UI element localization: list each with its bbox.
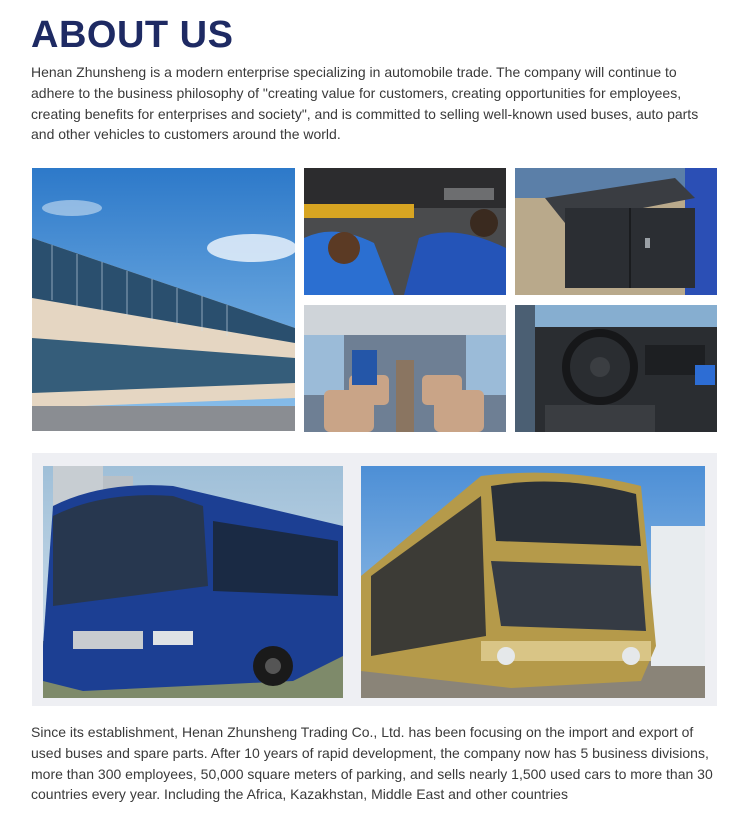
bus-interior-seats-photo <box>304 305 506 432</box>
bus-dashboard-photo <box>515 305 717 432</box>
mechanics-under-vehicle-photo <box>304 168 506 295</box>
gold-bus-photo <box>361 466 705 698</box>
bus-cabinet-photo <box>515 168 717 295</box>
company-building-photo <box>32 168 295 431</box>
intro-paragraph: Henan Zhunsheng is a modern enterprise specializing in automobile trade. The company will continue to adhere to the business philosophy of "creating value for customers, creating opportunities for employees, creating benefits for enterprises and society", and is committed to selling well-known used buses, auto parts and other vehicles to customers around the world. <box>31 64 699 143</box>
company-history-paragraph: Since its establishment, Henan Zhunsheng Trading Co., Ltd. has been focusing on the import and export of used buses and spare parts. After 10 years of rapid development, the company now has 5 business divisions, more than 300 employees, 50,000 square meters of parking, and sells nearly 1,500 used cars to more than 30 countries every year. Including the Africa, Kazakhstan, Middle East and other countries <box>31 724 713 803</box>
blue-bus-photo <box>43 466 343 698</box>
page-title: ABOUT US <box>31 14 234 56</box>
